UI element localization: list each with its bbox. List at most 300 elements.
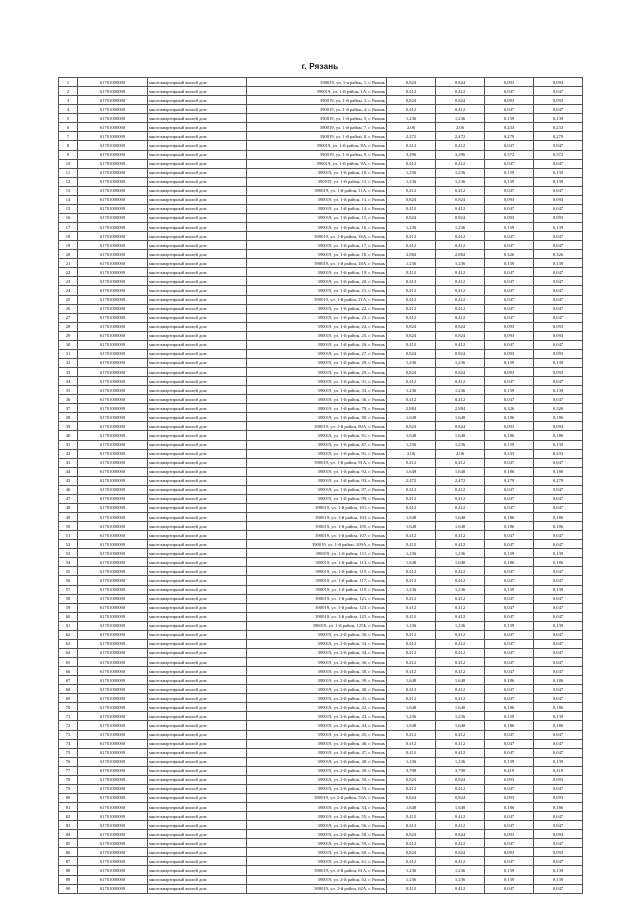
table-row <box>59 395 583 404</box>
building-type: многоквартирный жилой дом <box>148 458 247 467</box>
value-3: 0,372 <box>485 150 534 159</box>
value-4: 0,186 <box>534 467 583 476</box>
building-type: многоквартирный жилой дом <box>148 404 247 413</box>
table-row <box>59 703 583 712</box>
value-2: 0,824 <box>436 349 485 358</box>
value-1: 0,412 <box>387 540 436 549</box>
oktmo-code: 61701000000 <box>78 685 148 694</box>
building-type: многоквартирный жилой дом <box>148 848 247 857</box>
row-number: 68 <box>59 685 78 694</box>
oktmo-code: 61701000000 <box>78 241 148 250</box>
address: 390019, ул. 2-й район, 61, г. Рязань <box>247 857 387 866</box>
value-1: 0,412 <box>387 630 436 639</box>
value-2: 0,824 <box>436 422 485 431</box>
table-row <box>59 875 583 884</box>
table-row <box>59 449 583 458</box>
value-4: 0,047 <box>534 639 583 648</box>
oktmo-code: 61701000000 <box>78 748 148 757</box>
value-4: 0,139 <box>534 585 583 594</box>
row-number: 72 <box>59 721 78 730</box>
value-4: 0,047 <box>534 241 583 250</box>
value-1: 1,236 <box>387 386 436 395</box>
table-row <box>59 775 583 784</box>
value-2: 0,412 <box>436 630 485 639</box>
table-row <box>59 295 583 304</box>
value-1: 2,06 <box>387 123 436 132</box>
value-1: 1,648 <box>387 676 436 685</box>
value-1: 1,236 <box>387 585 436 594</box>
row-number: 7 <box>59 132 78 141</box>
value-3: 0,093 <box>485 368 534 377</box>
value-4: 0,047 <box>534 186 583 195</box>
building-type: многоквартирный жилой дом <box>148 712 247 721</box>
oktmo-code: 61701000000 <box>78 594 148 603</box>
row-number: 39 <box>59 422 78 431</box>
value-2: 0,824 <box>436 213 485 222</box>
address: 390019, ул. 1-й район, 91, г. Рязань <box>247 449 387 458</box>
building-type: многоквартирный жилой дом <box>148 730 247 739</box>
oktmo-code: 61701000000 <box>78 313 148 322</box>
table-row <box>59 793 583 802</box>
table-row <box>59 467 583 476</box>
building-type: многоквартирный жилой дом <box>148 703 247 712</box>
value-1: 0,824 <box>387 78 436 87</box>
oktmo-code: 61701000000 <box>78 304 148 313</box>
row-number: 33 <box>59 368 78 377</box>
row-number: 2 <box>59 87 78 96</box>
address: 390019, ул. 1-й район, 1А, г. Рязань <box>247 87 387 96</box>
value-1: 0,412 <box>387 739 436 748</box>
row-number: 31 <box>59 349 78 358</box>
value-2: 0,412 <box>436 377 485 386</box>
row-number: 34 <box>59 377 78 386</box>
oktmo-code: 61701000000 <box>78 667 148 676</box>
value-3: 0,093 <box>485 422 534 431</box>
value-1: 1,236 <box>387 358 436 367</box>
building-type: многоквартирный жилой дом <box>148 784 247 793</box>
value-3: 0,047 <box>485 340 534 349</box>
table-row <box>59 694 583 703</box>
value-1: 1,236 <box>387 223 436 232</box>
row-number: 64 <box>59 648 78 657</box>
value-1: 0,412 <box>387 839 436 848</box>
address: 390019, ул. 1-я район, 1, г. Рязань <box>247 78 387 87</box>
oktmo-code: 61701000000 <box>78 721 148 730</box>
value-2: 0,824 <box>436 96 485 105</box>
table-row <box>59 522 583 531</box>
address: 390019, ул. 2-й район, 61А, г. Рязань <box>247 866 387 875</box>
value-4: 0,047 <box>534 295 583 304</box>
value-4: 0,186 <box>534 676 583 685</box>
value-1: 0,412 <box>387 87 436 96</box>
oktmo-code: 61701000000 <box>78 549 148 558</box>
address: 390019, ул. 1-й район, 16А, г. Рязань <box>247 232 387 241</box>
value-2: 0,412 <box>436 812 485 821</box>
value-2: 0,412 <box>436 694 485 703</box>
row-number: 49 <box>59 513 78 522</box>
value-3: 0,139 <box>485 712 534 721</box>
value-1: 1,236 <box>387 866 436 875</box>
row-number: 38 <box>59 413 78 422</box>
value-4: 0,047 <box>534 232 583 241</box>
value-1: 0,412 <box>387 313 436 322</box>
value-1: 0,824 <box>387 422 436 431</box>
value-2: 2,472 <box>436 132 485 141</box>
building-type: многоквартирный жилой дом <box>148 884 247 893</box>
row-number: 29 <box>59 331 78 340</box>
value-4: 0,139 <box>534 223 583 232</box>
value-3: 0,047 <box>485 277 534 286</box>
value-1: 0,824 <box>387 368 436 377</box>
value-4: 0,326 <box>534 250 583 259</box>
oktmo-code: 61701000000 <box>78 87 148 96</box>
address: 390019, ул. 2-й район, 45, г. Рязань <box>247 730 387 739</box>
oktmo-code: 61701000000 <box>78 812 148 821</box>
oktmo-code: 61701000000 <box>78 259 148 268</box>
value-4: 0,047 <box>534 730 583 739</box>
value-2: 1,236 <box>436 757 485 766</box>
row-number: 30 <box>59 340 78 349</box>
value-3: 0,139 <box>485 866 534 875</box>
address: 390019, ул. 1-й район, 7, г. Рязань <box>247 123 387 132</box>
address: 390019, ул. 2-й район, 42, г. Рязань <box>247 703 387 712</box>
value-4: 0,047 <box>534 812 583 821</box>
address: 390019, ул. 1-й район, 4, г. Рязань <box>247 105 387 114</box>
value-3: 0,139 <box>485 621 534 630</box>
value-2: 1,236 <box>436 549 485 558</box>
value-2: 1,236 <box>436 177 485 186</box>
table-row <box>59 576 583 585</box>
value-4: 0,326 <box>534 404 583 413</box>
address: 390019, ул. 1-й район, 26, г. Рязань <box>247 340 387 349</box>
address: 390019, ул. 2-й район, 60, г. Рязань <box>247 848 387 857</box>
oktmo-code: 61701000000 <box>78 186 148 195</box>
value-1: 0,412 <box>387 186 436 195</box>
oktmo-code: 61701000000 <box>78 503 148 512</box>
building-type: многоквартирный жилой дом <box>148 368 247 377</box>
table-row <box>59 866 583 875</box>
building-type: многоквартирный жилой дом <box>148 685 247 694</box>
address: 390019, ул. 1-й район, 17, г. Рязань <box>247 241 387 250</box>
building-type: многоквартирный жилой дом <box>148 485 247 494</box>
value-3: 0,093 <box>485 848 534 857</box>
building-type: многоквартирный жилой дом <box>148 757 247 766</box>
value-4: 0,093 <box>534 195 583 204</box>
value-2: 1,236 <box>436 875 485 884</box>
value-2: 0,412 <box>436 141 485 150</box>
address: 390019, ул. 1-й район, 109А, г. Рязань <box>247 540 387 549</box>
value-1: 0,824 <box>387 195 436 204</box>
value-4: 0,047 <box>534 485 583 494</box>
row-number: 59 <box>59 603 78 612</box>
table-row <box>59 458 583 467</box>
address: 390019, ул. 1-й район, 81, г. Рязань <box>247 431 387 440</box>
table-row <box>59 313 583 322</box>
table-row <box>59 839 583 848</box>
building-type: многоквартирный жилой дом <box>148 286 247 295</box>
value-2: 1,648 <box>436 558 485 567</box>
value-3: 0,093 <box>485 322 534 331</box>
address: 390019, ул. 1-й район, 23, г. Рязань <box>247 313 387 322</box>
row-number: 88 <box>59 866 78 875</box>
row-number: 83 <box>59 821 78 830</box>
row-number: 71 <box>59 712 78 721</box>
value-2: 0,824 <box>436 848 485 857</box>
value-4: 0,047 <box>534 667 583 676</box>
value-3: 0,139 <box>485 259 534 268</box>
oktmo-code: 61701000000 <box>78 848 148 857</box>
building-type: многоквартирный жилой дом <box>148 313 247 322</box>
table-row <box>59 494 583 503</box>
value-2: 1,236 <box>436 440 485 449</box>
value-3: 0,139 <box>485 585 534 594</box>
value-4: 0,047 <box>534 540 583 549</box>
building-type: многоквартирный жилой дом <box>148 812 247 821</box>
value-4: 0,093 <box>534 368 583 377</box>
value-3: 0,047 <box>485 748 534 757</box>
value-2: 3,708 <box>436 766 485 775</box>
value-4: 0,093 <box>534 349 583 358</box>
value-4: 0,186 <box>534 703 583 712</box>
row-number: 55 <box>59 567 78 576</box>
value-2: 0,412 <box>436 304 485 313</box>
oktmo-code: 61701000000 <box>78 232 148 241</box>
building-type: многоквартирный жилой дом <box>148 78 247 87</box>
building-type: многоквартирный жилой дом <box>148 694 247 703</box>
row-number: 54 <box>59 558 78 567</box>
oktmo-code: 61701000000 <box>78 712 148 721</box>
row-number: 85 <box>59 839 78 848</box>
building-type: многоквартирный жилой дом <box>148 739 247 748</box>
table-row <box>59 195 583 204</box>
oktmo-code: 61701000000 <box>78 404 148 413</box>
value-2: 0,412 <box>436 232 485 241</box>
building-type: многоквартирный жилой дом <box>148 105 247 114</box>
table-row <box>59 105 583 114</box>
table-row <box>59 676 583 685</box>
table-row <box>59 513 583 522</box>
value-2: 1,236 <box>436 386 485 395</box>
value-2: 0,412 <box>436 658 485 667</box>
building-type: многоквартирный жилой дом <box>148 630 247 639</box>
oktmo-code: 61701000000 <box>78 213 148 222</box>
value-1: 0,412 <box>387 159 436 168</box>
value-2: 0,824 <box>436 322 485 331</box>
value-4: 0,047 <box>534 340 583 349</box>
oktmo-code: 61701000000 <box>78 730 148 739</box>
value-3: 0,047 <box>485 730 534 739</box>
value-1: 0,412 <box>387 241 436 250</box>
value-4: 0,186 <box>534 558 583 567</box>
value-4: 0,139 <box>534 875 583 884</box>
value-4: 0,093 <box>534 96 583 105</box>
value-3: 0,093 <box>485 195 534 204</box>
value-3: 0,186 <box>485 558 534 567</box>
value-3: 0,139 <box>485 168 534 177</box>
table-row <box>59 812 583 821</box>
value-3: 0,093 <box>485 78 534 87</box>
oktmo-code: 61701000000 <box>78 866 148 875</box>
row-number: 27 <box>59 313 78 322</box>
value-3: 0,093 <box>485 830 534 839</box>
oktmo-code: 61701000000 <box>78 431 148 440</box>
address: 390019, ул. 2-й район, 41, г. Рязань <box>247 694 387 703</box>
row-number: 48 <box>59 503 78 512</box>
value-2: 0,412 <box>436 594 485 603</box>
oktmo-code: 61701000000 <box>78 177 148 186</box>
building-type: многоквартирный жилой дом <box>148 748 247 757</box>
oktmo-code: 61701000000 <box>78 821 148 830</box>
value-3: 0,186 <box>485 703 534 712</box>
table-row <box>59 78 583 87</box>
value-3: 0,047 <box>485 576 534 585</box>
row-number: 47 <box>59 494 78 503</box>
value-3: 0,047 <box>485 141 534 150</box>
oktmo-code: 61701000000 <box>78 413 148 422</box>
building-type: многоквартирный жилой дом <box>148 177 247 186</box>
value-3: 0,186 <box>485 522 534 531</box>
row-number: 78 <box>59 775 78 784</box>
value-2: 3,296 <box>436 150 485 159</box>
value-4: 0,047 <box>534 377 583 386</box>
value-1: 3,708 <box>387 766 436 775</box>
oktmo-code: 61701000000 <box>78 522 148 531</box>
table-row <box>59 377 583 386</box>
table-row <box>59 349 583 358</box>
building-type: многоквартирный жилой дом <box>148 150 247 159</box>
building-type: многоквартирный жилой дом <box>148 168 247 177</box>
address: 390019, ул. 1-й район, 24, г. Рязань <box>247 322 387 331</box>
oktmo-code: 61701000000 <box>78 195 148 204</box>
value-4: 0,093 <box>534 775 583 784</box>
oktmo-code: 61701000000 <box>78 78 148 87</box>
building-type: многоквартирный жилой дом <box>148 431 247 440</box>
value-1: 1,236 <box>387 168 436 177</box>
value-4: 0,047 <box>534 105 583 114</box>
address: 390019, ул. 2-й район, 46, г. Рязань <box>247 739 387 748</box>
value-1: 1,236 <box>387 549 436 558</box>
building-type: многоквартирный жилой дом <box>148 830 247 839</box>
value-3: 0,047 <box>485 812 534 821</box>
address: 390019, ул. 1-й район, 3, г. Рязань <box>247 96 387 105</box>
oktmo-code: 61701000000 <box>78 757 148 766</box>
value-1: 0,824 <box>387 848 436 857</box>
row-number: 10 <box>59 159 78 168</box>
address: 390019, ул. 1-й район, 10, г. Рязань <box>247 168 387 177</box>
value-3: 0,047 <box>485 603 534 612</box>
address: 390019, ул. 1-й район, 125Б, г. Рязань <box>247 621 387 630</box>
oktmo-code: 61701000000 <box>78 223 148 232</box>
value-2: 0,412 <box>436 685 485 694</box>
value-3: 0,047 <box>485 648 534 657</box>
value-1: 0,412 <box>387 105 436 114</box>
oktmo-code: 61701000000 <box>78 150 148 159</box>
oktmo-code: 61701000000 <box>78 322 148 331</box>
address: 390019, ул. 1-й район, 97, г. Рязань <box>247 485 387 494</box>
address: 390019, ул. 1-й район, 18, г. Рязань <box>247 250 387 259</box>
value-3: 0,047 <box>485 204 534 213</box>
building-type: многоквартирный жилой дом <box>148 503 247 512</box>
value-2: 0,412 <box>436 503 485 512</box>
value-2: 0,412 <box>436 540 485 549</box>
row-number: 66 <box>59 667 78 676</box>
table-row <box>59 241 583 250</box>
row-number: 67 <box>59 676 78 685</box>
row-number: 56 <box>59 576 78 585</box>
address: 390019, ул. 1-й район, 5, г. Рязань <box>247 114 387 123</box>
oktmo-code: 61701000000 <box>78 630 148 639</box>
address: 390019, ул. 1-й район, 19, г. Рязань <box>247 268 387 277</box>
oktmo-code: 61701000000 <box>78 694 148 703</box>
value-2: 0,412 <box>436 603 485 612</box>
value-3: 0,047 <box>485 531 534 540</box>
oktmo-code: 61701000000 <box>78 648 148 657</box>
table-row <box>59 667 583 676</box>
table-row <box>59 340 583 349</box>
value-3: 0,186 <box>485 431 534 440</box>
table-row <box>59 331 583 340</box>
oktmo-code: 61701000000 <box>78 331 148 340</box>
value-4: 0,047 <box>534 141 583 150</box>
value-2: 1,648 <box>436 431 485 440</box>
table-row <box>59 150 583 159</box>
address: 390019, ул. 1-й район, 8, г. Рязань <box>247 132 387 141</box>
value-2: 1,648 <box>436 703 485 712</box>
address: 390019, ул. 1-й район, 14, г. Рязань <box>247 204 387 213</box>
value-1: 0,412 <box>387 576 436 585</box>
building-type: многоквартирный жилой дом <box>148 132 247 141</box>
table-row <box>59 159 583 168</box>
value-2: 0,412 <box>436 485 485 494</box>
value-3: 0,047 <box>485 567 534 576</box>
value-3: 0,093 <box>485 331 534 340</box>
value-4: 0,047 <box>534 612 583 621</box>
value-3: 0,093 <box>485 213 534 222</box>
building-type: многоквартирный жилой дом <box>148 395 247 404</box>
oktmo-code: 61701000000 <box>78 803 148 812</box>
value-4: 0,279 <box>534 476 583 485</box>
row-number: 4 <box>59 105 78 114</box>
address: 390019, ул. 1-й район, 28, г. Рязань <box>247 358 387 367</box>
building-type: многоквартирный жилой дом <box>148 639 247 648</box>
value-2: 2,884 <box>436 250 485 259</box>
oktmo-code: 61701000000 <box>78 349 148 358</box>
value-4: 0,139 <box>534 621 583 630</box>
row-number: 51 <box>59 531 78 540</box>
row-number: 28 <box>59 322 78 331</box>
building-type: многоквартирный жилой дом <box>148 513 247 522</box>
address: 390019, ул. 1-й район, 125, г. Рязань <box>247 612 387 621</box>
value-4: 0,233 <box>534 123 583 132</box>
address: 390019, ул. 2-й район, 56, г. Рязань <box>247 821 387 830</box>
value-2: 1,648 <box>436 721 485 730</box>
row-number: 58 <box>59 594 78 603</box>
value-3: 0,139 <box>485 386 534 395</box>
table-row <box>59 748 583 757</box>
table-row <box>59 884 583 893</box>
row-number: 86 <box>59 848 78 857</box>
value-2: 0,412 <box>436 204 485 213</box>
address: 390019, ул. 2-й район, 48, г. Рязань <box>247 757 387 766</box>
value-1: 0,412 <box>387 503 436 512</box>
value-4: 0,047 <box>534 839 583 848</box>
building-type: многоквартирный жилой дом <box>148 585 247 594</box>
value-3: 0,047 <box>485 884 534 893</box>
address: 390019, ул. 2-й район, 44, г. Рязань <box>247 721 387 730</box>
oktmo-code: 61701000000 <box>78 857 148 866</box>
value-2: 2,472 <box>436 476 485 485</box>
value-3: 0,047 <box>485 503 534 512</box>
